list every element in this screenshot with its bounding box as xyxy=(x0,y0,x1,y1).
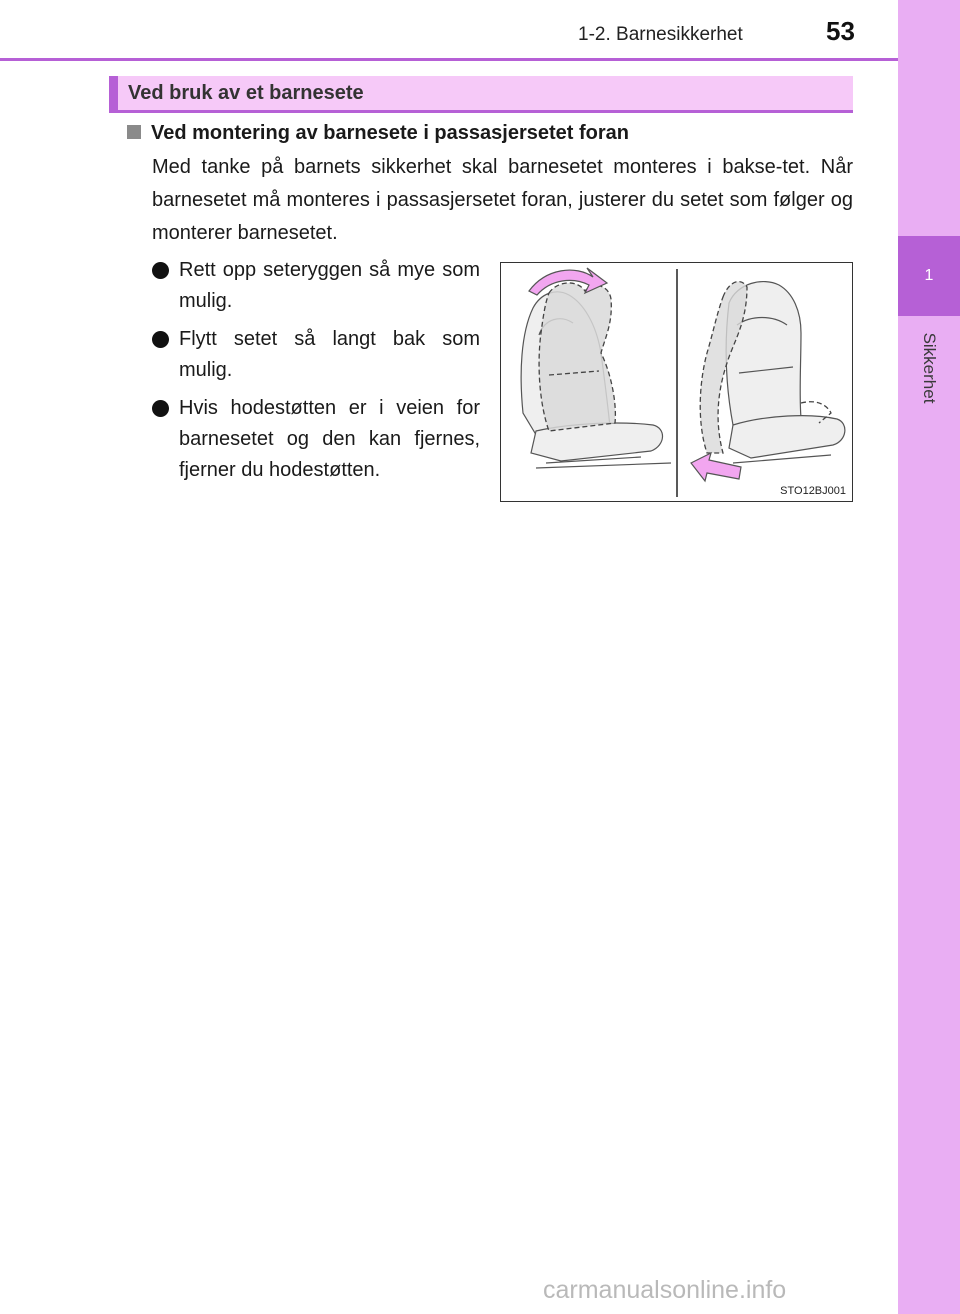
instruction-list xyxy=(152,255,480,493)
list-item-text: Hvis hodestøtten er i veien for barnesetet og den kan fjernes, fjerner du hodestøtten. xyxy=(179,397,480,481)
bullet-dot-icon xyxy=(152,400,169,417)
header-rule xyxy=(0,58,898,61)
header-section-title: 1-2. Barnesikkerhet xyxy=(578,24,743,45)
chapter-label: Sikkerhet xyxy=(920,332,939,404)
list-item xyxy=(152,255,480,317)
section-accent xyxy=(109,76,118,110)
subsection-title: Ved montering av barnesete i passasjersetet foran xyxy=(151,122,629,144)
bullet-dot-icon xyxy=(152,262,169,279)
intro-paragraph: Med tanke på barnets sikkerhet skal barnesetet monteres i bakse-tet. Når barnesetet må monteres i passasjersetet foran, justerer du setet som følger og monterer barnesetet. xyxy=(152,156,853,244)
square-bullet-icon xyxy=(127,125,141,139)
seat-drawing xyxy=(501,263,852,501)
move-rearward-arrow-icon xyxy=(691,453,741,481)
side-tab xyxy=(898,0,960,1314)
list-item-text: Flytt setet så langt bak som mulig. xyxy=(179,328,480,381)
seat-adjustment-illustration xyxy=(500,262,853,502)
section-title: Ved bruk av et barnesete xyxy=(128,82,364,104)
section-header-bar xyxy=(109,76,853,113)
subsection-heading xyxy=(127,122,629,145)
list-item-text: Rett opp seteryggen så mye som mulig. xyxy=(179,259,480,312)
left-seat-upright-outline xyxy=(539,283,615,431)
list-item xyxy=(152,324,480,386)
page-number: 53 xyxy=(826,16,855,46)
watermark: carmanualsonline.info xyxy=(543,1276,787,1304)
illustration-code: STO12BJ001 xyxy=(780,485,846,497)
list-item xyxy=(152,393,480,486)
bullet-dot-icon xyxy=(152,331,169,348)
chapter-number: 1 xyxy=(898,236,960,316)
